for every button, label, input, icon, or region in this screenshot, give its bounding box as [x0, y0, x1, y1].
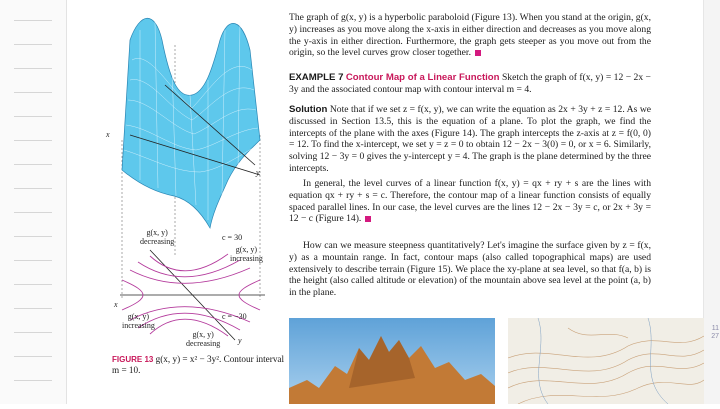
sidebar-divider [14, 140, 52, 141]
sidebar-divider [14, 92, 52, 93]
figure-caption-text: g(x, y) = x² − 3y². Contour interval m = 10. [112, 354, 285, 375]
end-of-discussion-mark [475, 50, 481, 56]
contour-label-cm30: c = −30 [222, 312, 247, 321]
sidebar-divider [14, 332, 52, 333]
paragraph-hyperbolic: The graph of g(x, y) is a hyperbolic paraboloid (Figure 13). When you stand at the origin, g(x, y) increases as you move along the x-axis in either direction and decreases as you move along the y-axis in either direction. Furthermore, the graph gets steeper as you move out from the origin, so the level curves grow closer together. [289, 12, 651, 59]
label-increasing-right: g(x, y) increasing [230, 245, 263, 263]
sidebar-divider [14, 68, 52, 69]
page-badge-line: 11 [711, 325, 719, 332]
right-scroll-gutter[interactable] [703, 0, 720, 404]
figure-caption [112, 354, 287, 376]
figure-13-graphic [110, 0, 275, 360]
sidebar-divider [14, 188, 52, 189]
example-title: Contour Map of a Linear Function [345, 72, 500, 83]
label-decreasing-top: g(x, y) decreasing [140, 228, 175, 246]
sidebar-divider [14, 20, 52, 21]
sidebar-divider [14, 356, 52, 357]
contour-label-c30: c = 30 [222, 233, 243, 242]
contour-y-label: y [238, 336, 242, 345]
example-label: EXAMPLE 7 [289, 72, 344, 83]
figure-13 [106, 0, 275, 360]
solution-paragraph: Solution Note that if we set z = f(x, y), we can write the equation as 2x + 3y + z = 12. As we discussed in Section 13.5, this is the equation of a plane. To plot the graph, we find the intercepts of the plane with the axes (Figure 14). The graph intercepts the z-axis at z = f(0, 0) = 12. To find the x-intercept, we set y = z = 0 to obtain 12 − 2x − 3(0) = 0, or x = 6. Similarly, solving 12 − 3y = 0 gives the y-intercept y = 4. The graph is the plane determined by the three intercepts. [289, 104, 651, 174]
y-axis-label: y [256, 168, 260, 177]
sidebar-divider [14, 236, 52, 237]
sidebar-divider [14, 380, 52, 381]
sidebar-divider [14, 284, 52, 285]
x-axis-label: x [106, 130, 110, 139]
paragraph-level-curves: In general, the level curves of a linear function f(x, y) = qx + ry + s are the lines with equation qx + ry + s = c. Therefore, the contour map of a linear function consists of equally spaced parallel lines. In our case, the level curves are the lines 12 − 2x − 3y = c, or 2x + 3y = 12 − c (Figure 14). [289, 178, 651, 225]
sidebar-divider [14, 44, 52, 45]
contour-x-label: x [114, 300, 118, 309]
thumbnail-sidebar[interactable] [0, 0, 67, 404]
page-badge-line: 27 [711, 333, 719, 340]
label-increasing-left: g(x, y) increasing [122, 312, 155, 330]
saddle-surface [122, 18, 260, 228]
page-badge [711, 325, 719, 341]
example-statement: Sketch the graph of f(x, y) = 12 − 2x − 3y and the associated contour map with contour interval m = 4. [289, 72, 651, 95]
end-of-example-mark [365, 216, 371, 222]
sidebar-divider [14, 116, 52, 117]
label-decreasing-bottom: g(x, y) decreasing [186, 330, 221, 348]
topographic-map [508, 318, 704, 404]
figure-number: FIGURE 13 [112, 355, 154, 364]
sidebar-divider [14, 164, 52, 165]
mountain-photo [289, 318, 495, 404]
example-7 [289, 72, 651, 96]
sidebar-divider [14, 260, 52, 261]
paragraph-steepness: How can we measure steepness quantitatively? Let's imagine the surface given by z = f(x, y) as a mountain range. In fact, contour maps (also called topographical maps) are used extensively to describe terrain (Figure 15). We place the xy-plane at sea level, so that f(a, b) is the height (also called altitude or elevation) of the mountain above sea level at the point (a, b) in the plane. [289, 240, 651, 299]
solution-label: Solution [289, 104, 328, 115]
sidebar-divider [14, 212, 52, 213]
sidebar-divider [14, 308, 52, 309]
